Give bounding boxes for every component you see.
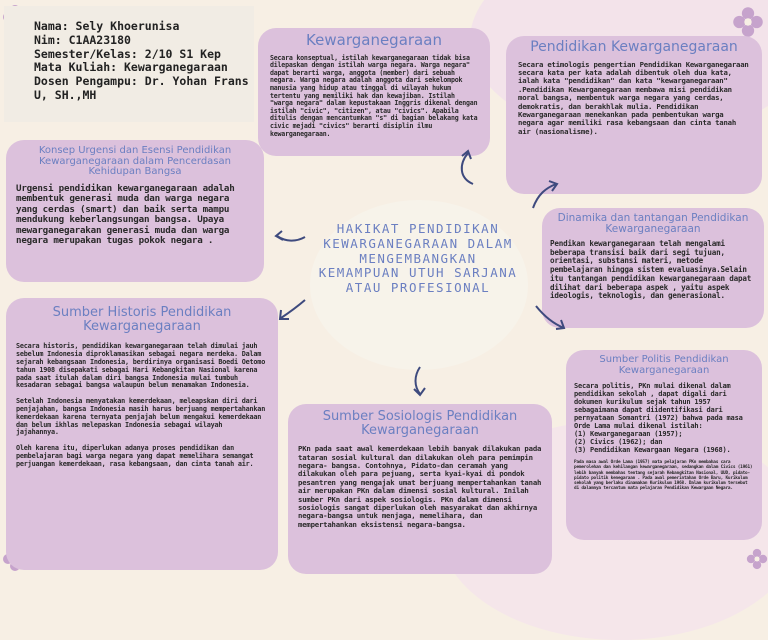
course-name: Mata Kuliah: Kewarganegaraan [34,60,228,75]
arrow-down-left-icon [276,296,308,324]
card-paragraph: Secara historis, pendidikan kewarganegaraan telah dimulai jauh sebelum Indonesia diproklamasikan sebagai negara merdeka. Dalam sejarah kebangsaan Indonesia, berdirinya organisasi Boedi Oetomo tahun 1908 disepakati sebagai Hari Kebangkitan Nasional karena pada saat itulah dalam diri bangsa Indonesia mulai tumbuh kesadaran sebagai bangsa walaupun belum menamakan Indonesia. [16,342,266,390]
card-paragraph: Oleh karena itu, diperlukan adanya proses pendidikan dan pembelajaran bagi warga negara yang dapat memelihara semangat perjuangan kemerdekaan, rasa kebangsaan, dan cinta tanah air. [16,444,254,468]
card-title: Dinamika dan tantangan Pendidikan Kewarganegaraan [557,212,749,236]
arrow-down-icon [408,364,432,398]
list-item: (1) Kewarganegaraan (1957); [574,430,683,439]
student-nim: Nim: C1AA23180 [34,32,131,47]
arrow-up-icon [455,148,481,188]
card-title: Kewarganegaraan [306,31,442,49]
card-body: Secara etimologis pengertian Pendidikan Kewarganegaraan secara kata per kata adalah dibentuk oleh dua kata, ialah kata "pendidikan" dan kata "kewarganegaraan" .Pendidikan Kewarganegaraan membawa misi pendidikan moral bangsa, membentuk warga negara yang cerdas, demokratis, dan berakhlak mulia. Pendidikan Kewarganegaraan menekankan pada pembentukan warga negara agar memiliki rasa kebangsaan dan cinta tanah air (nasionalisme). [518,59,749,136]
student-semester: Semester/Kelas: 2/10 S1 Kep [34,46,221,61]
card-body: Pendikan kewarganegaraan telah mengalami beberapa transisi baik dari segi tujuan, orientasi, substansi materi, metode pembelajaran hingga sistem evaluasinya.Selain itu tantangan pendidikan kewarganegaraan dapat dilihat dari beberapa aspek , yaitu aspek ideologis, teknologis, dan generasional. [550,239,752,301]
center-title: HAKIKAT PENDIDIKAN KEWARGANEGARAAN DALAM MENGEMBANGKAN KEMAMPUAN UTUH SARJANA ATAU PROFESIONAL [318,221,518,295]
card-title: Pendidikan Kewarganegaraan [530,39,738,55]
card-kewarganegaraan [258,28,490,156]
card-title: Konsep Urgensi dan Esensi Pendidikan Kewarganegaraan dalam Pencerdasan Kehidupan Bangsa [38,145,232,177]
arrow-down-right-icon [532,302,568,332]
lecturer-name: Dosen Pengampu: Dr. Yohan Frans U, SH.,MH [34,74,256,102]
student-name: Nama: Sely Khoerunisa [34,19,180,33]
flower-icon [746,548,768,570]
card-sumber-politis [566,350,762,540]
card-title: Sumber Sosiologis Pendidikan Kewarganegaraan [322,409,518,438]
card-sumber-sosiologis [288,404,552,574]
card-paragraph: Setelah Indonesia menyatakan kemerdekaan, meleapskan diri dari penjajahan, bangsa Indonesia masih harus berjuang mempertahankan kemerdekaan karena ternyata penjajah belum mengakui kemerdekaan dan belum ikhlas melepaskan Indonesia sebagai wilayah jajahannya. [16,397,266,437]
card-konsep-urgensi [6,140,264,282]
card-title: Sumber Politis Pendidikan Kewarganegaraan [599,354,729,376]
card-pendidikan-kewarganegaraan [506,36,762,194]
card-body: PKn pada saat awal kemerdekaan lebih banyak dilakukan pada tataran sosial kultural dan dilakukan oleh para pemimpin negara- bangsa. Contohnya, Pidato-dan ceramah yang dilakukan oleh para pejuang, serta kyai-kyai di pondok pesantren yang mengajak umat berjuang mempertahankan tanah air merupakan PKn dalam dimensi sosial kultural. Inilah sumber PKn dari aspek sosiologis. PKn dalam dimensi sosiologis sangat diperlukan oleh masyarakat dan akhirnya negara-bangsa untuk menjaga, memelihara, dan mempertahankan eksistensi negara-bangsa. [298,444,542,529]
card-footnote: Pada masa awal Orde Lama (1957) mata pelajaran PKn membahas cara pemerolehan dan kehilangan kewarganegaraan, sedangkan dalam Civics (1961) lebih banyak membahas tentang sejarah Kebangkitan Nasional, UUD, pidato-pidato politik kenegaraan . Pada awal pemerintahan Orde Baru, Kurikulum sekolah yang berlaku dinamakan Kurikulum 1968. Dalam kurikulum tersebut di dalamnya tercantum mata pelajaran Pendidikan Kewargaan Negara. [574,460,753,491]
list-item: (2) Civics (1962); dan [574,438,663,447]
card-body: Secara politis, PKn mulai dikenal dalam pendidikan sekolah , dapat digali dari dokumen kurikulum sejak tahun 1957 sebagaimana dapat diidentifikasi dari pernyataan Somantri (1972) bahwa pada masa Orde Lama mulai dikenal istilah: [574,382,743,431]
card-title: Sumber Historis Pendidikan Kewarganegaraan [52,305,232,334]
arrow-right-icon [530,178,560,212]
card-body: Secara konseptual, istilah kewarganegaraan tidak bisa dilepaskan dengan istilah warga negara. Warga negara" dapat berarti warga, anggota (member) dari sebuah negara. Warga negara adalah anggota dari sekelompok manusia yang hidup atau tinggal di wilayah hukum tertentu yang memiliki hak dan kewajiban. Istilah "warga negara" dalam kepustakaan Inggris dikenal dengan istilah "civic", "citizen", atau "civics". Apabila ditulis dengan mencantumkan "s" di bagian belakang kata civic mejadi "civics" berarti disiplin ilmu kewarganegaraan. [270,53,478,138]
card-dinamika [542,208,764,328]
flower-icon [732,6,764,38]
card-body: Urgensi pendidikan kewarganegaraan adalah membentuk generasi muda dan warga negara yang cerdas (smart) dan baik serta mampu mendukung keberlangsungan bangsa. Upaya mewarganegarakan generasi muda dan warga negara merupakan tugas pokok negara . [16,182,235,247]
student-info-note [4,6,254,122]
list-item: (3) Pendidikan Kewargaan Negara (1968). [574,446,731,455]
arrow-left-icon [272,228,308,246]
card-sumber-historis [6,298,278,570]
